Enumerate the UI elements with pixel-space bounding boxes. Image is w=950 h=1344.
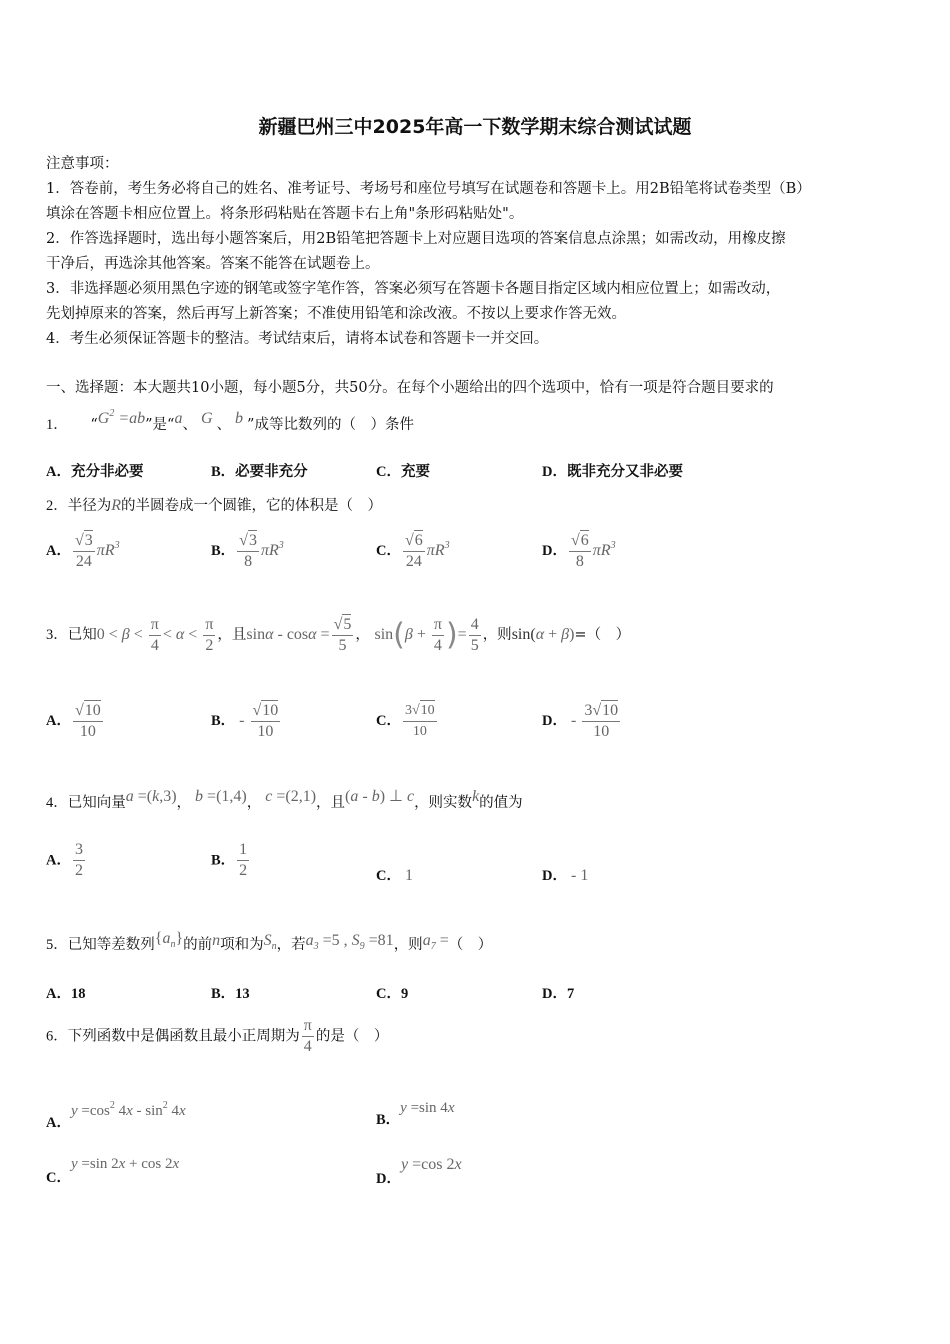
option-d[interactable]: D． - $\frac{3√10}{10}$ (542, 702, 619, 740)
question-number: 5． (46, 937, 68, 953)
page-title: 新疆巴州三中2025年高一下数学期末综合测试试题 (258, 116, 692, 138)
option-d[interactable]: D．既非充分又非必要 (542, 464, 683, 480)
question-5: 5．已知等差数列$\{a_n\}$的前n项和为$S_n$，若$a_3 =5$ , $S_9 =81$，则$a_7$ =（ ） (46, 930, 493, 953)
option-a[interactable]: A． $\frac{3}{2}$ (46, 841, 83, 879)
question-number: 2． (46, 498, 68, 514)
question-number: 3． (46, 627, 68, 643)
option-a[interactable]: A．充分非必要 (46, 464, 144, 480)
option-d[interactable]: D．7 (542, 986, 575, 1002)
option-a[interactable]: A． $\frac{√3}{24}$ $\pi R^3$ (46, 532, 120, 570)
option-b[interactable]: B． $\frac{√3}{8}$ $\pi R^3$ (211, 532, 284, 570)
question-4: 4．已知向量a =(k,3)， b =(1,4)， c =(2,1)，且(a - b) ⊥ c，则实数k的值为 (46, 788, 523, 811)
option-b[interactable]: B．必要非充分 (211, 464, 308, 480)
notice-line: 3．非选择题必须用黑色字迹的钢笔或签字笔作答，答案必须写在答题卡各题目指定区域内相应位置上；如需改动， (46, 281, 781, 297)
option-a[interactable]: A．18 (46, 986, 86, 1002)
option-d[interactable]: D． - 1 (542, 867, 589, 884)
question-2: 2．半径为R的半圆卷成一个圆锥，它的体积是（ ） (46, 497, 383, 514)
section-heading: 一、选择题：本大题共10小题，每小题5分，共50分。在每个小题给出的四个选项中，恰有一项是符合题目要求的 (46, 380, 774, 396)
question-number: 6． (46, 1028, 68, 1045)
option-c[interactable]: C． 1 (376, 867, 413, 884)
option-c[interactable]: C． $\frac{√6}{24}$ $\pi R^3$ (376, 532, 450, 570)
notice-line: 2．作答选择题时，选出每小题答案后，用2B铅笔把答题卡上对应题目选项的答案信息点涂黑；如需改动，用橡皮擦 (46, 231, 786, 247)
notice-line: 1．答卷前，考生务必将自己的姓名、准考证号、考场号和座位号填写在试题卷和答题卡上。用2B铅笔将试卷类型（B） (46, 181, 811, 197)
option-b[interactable]: B． $\frac{1}{2}$ (211, 841, 248, 879)
option-c[interactable]: C．y =sin 2x + cos 2x (46, 1156, 180, 1186)
notice-line: 填涂在答题卡相应位置上。将条形码粘贴在答题卡右上角"条形码粘贴处"。 (46, 206, 524, 222)
notice-heading: 注意事项： (46, 156, 119, 172)
option-a[interactable]: A．$y =\cos^2$ $4x - \sin^2 4x$ (46, 1100, 186, 1131)
option-a[interactable]: A． $\frac{√10}{10}$ (46, 702, 101, 740)
question-number: 4． (46, 795, 68, 811)
option-c[interactable]: C． $\frac{3√10}{10}$ (376, 700, 439, 742)
notice-line: 4．考生必须保证答题卡的整洁。考试结束后，请将本试卷和答题卡一并交回。 (46, 331, 549, 347)
question-number: 1． (46, 417, 68, 433)
option-d[interactable]: D．y =cos 2x (376, 1156, 462, 1187)
question-3: 3．已知0 < β < $\frac{\pi}{4}$ < α < $\frac{\pi}{2}$ ，且sinα - cosα = $\frac{√5}{5}$ ， sin(β + $\frac{\pi}{4}$ )= $\frac{4}{5}$ ，则sin(α + β)=（ ） (46, 615, 631, 654)
question-6: 6．下列函数中是偶函数且最小正周期为 $\frac{\pi}{4}$ 的是（ ） (46, 1017, 389, 1055)
option-b[interactable]: B． - $\frac{√10}{10}$ (211, 702, 279, 740)
notice-line: 先划掉原来的答案，然后再写上新答案；不准使用铅笔和涂改液。不按以上要求作答无效。 (46, 306, 626, 322)
option-c[interactable]: C．充要 (376, 464, 430, 480)
notice-line: 干净后，再选涂其他答案。答案不能答在试题卷上。 (46, 256, 380, 272)
option-c[interactable]: C．9 (376, 986, 409, 1002)
option-d[interactable]: D． $\frac{√6}{8}$ $\pi R^3$ (542, 532, 616, 570)
option-b[interactable]: B．y =sin 4x (376, 1100, 455, 1128)
question-1: 1． “$G^2 =ab$”是“a、 G 、 b ”成等比数列的（ ）条件 (46, 408, 414, 433)
option-b[interactable]: B．13 (211, 986, 250, 1002)
